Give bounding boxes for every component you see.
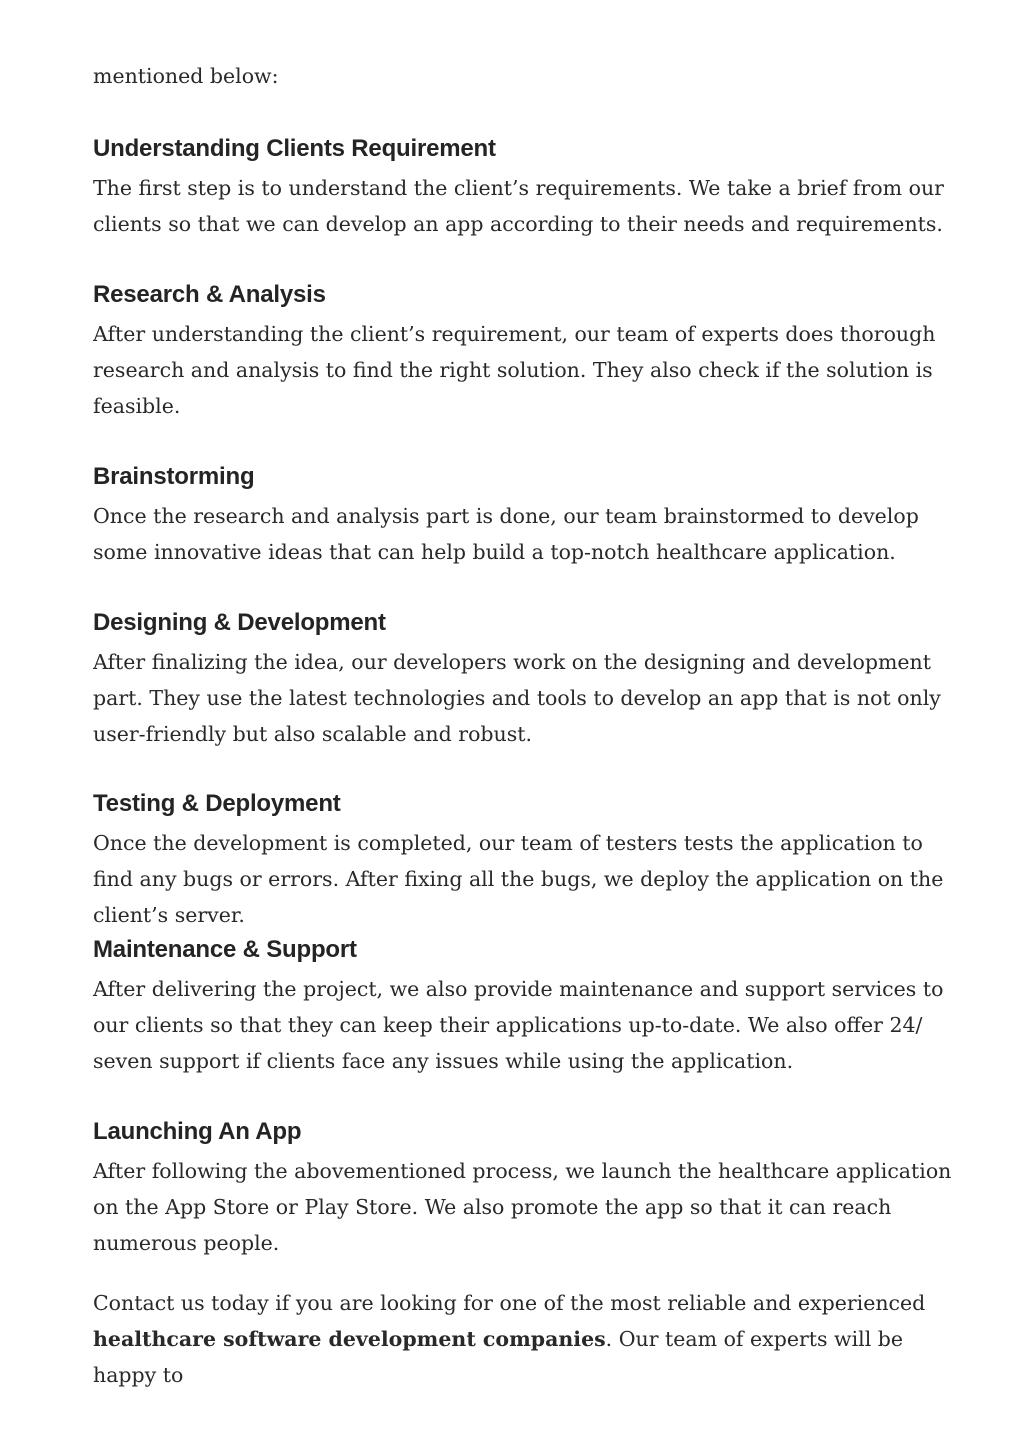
section-body: The first step is to understand the client’s requirements. We take a brief from our clients so that we can develop an app according to their needs and requirements.	[93, 176, 944, 236]
section-heading: Research & Analysis	[93, 281, 326, 308]
section-body: Once the development is completed, our team of testers tests the application to find any bugs or errors. After fixing all the bugs, we deploy the application on the client’s server.	[93, 831, 944, 927]
section-heading: Understanding Clients Requirement	[93, 135, 496, 162]
section-designing-development	[93, 608, 963, 752]
section-body: Once the research and analysis part is done, our team brainstormed to develop some innovative ideas that can help build a top-notch healthcare application.	[93, 504, 919, 564]
section-research-analysis	[93, 280, 963, 424]
section-heading: Designing & Development	[93, 609, 386, 636]
section-launching-app	[93, 1117, 963, 1261]
section-maintenance-support	[93, 935, 963, 1079]
healthcare-software-companies-link[interactable]: healthcare software development companies	[93, 1327, 606, 1351]
section-body: After understanding the client’s requirement, our team of experts does thorough research and analysis to find the right solution. They also check if the solution is feasible.	[93, 322, 936, 418]
closing-paragraph	[93, 1285, 963, 1393]
section-heading: Launching An App	[93, 1118, 302, 1145]
section-body: After following the abovementioned process, we launch the healthcare application on the App Store or Play Store. We also promote the app so that it can reach numerous people.	[93, 1159, 952, 1255]
section-brainstorming	[93, 462, 963, 570]
section-testing-deployment	[93, 789, 963, 933]
section-understanding-requirement	[93, 134, 963, 242]
section-heading: Testing & Deployment	[93, 790, 341, 817]
intro-text: mentioned below:	[93, 64, 279, 88]
closing-text-after: . Our team of experts will be happy to	[93, 1327, 904, 1387]
closing-text-before: Contact us today if you are looking for one of the most reliable and experienced	[93, 1291, 926, 1315]
section-heading: Maintenance & Support	[93, 936, 357, 963]
section-body: After finalizing the idea, our developers work on the designing and development part. They use the latest technologies and tools to develop an app that is not only user-friendly but also scalable and robust.	[93, 650, 941, 746]
section-body: After delivering the project, we also provide maintenance and support services to our clients so that they can keep their applications up-to-date. We also offer 24/ seven support if clients face any issues while using the application.	[93, 977, 944, 1073]
section-heading: Brainstorming	[93, 463, 255, 490]
